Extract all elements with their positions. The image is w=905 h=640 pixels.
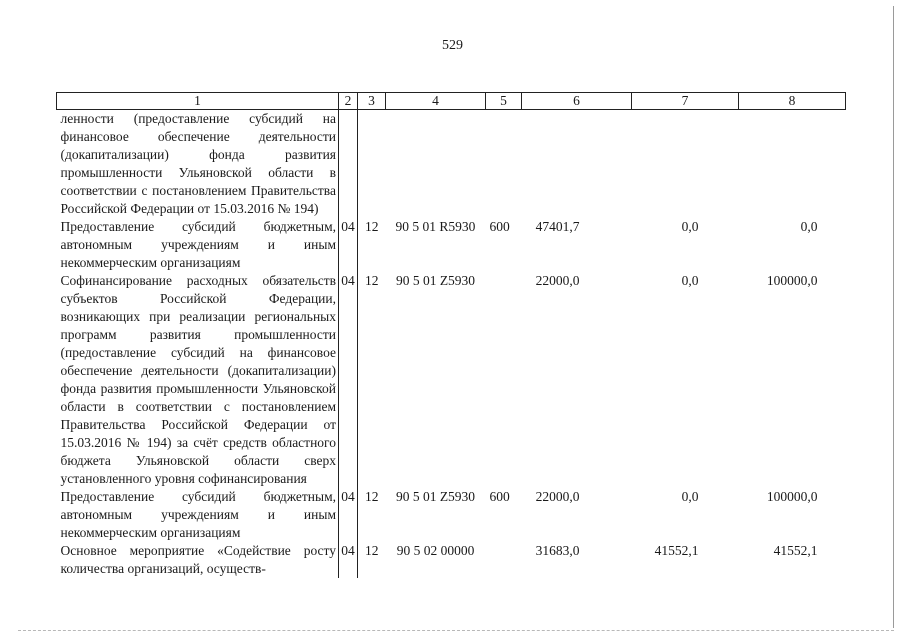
row-target-code: 90 5 01 R5930 xyxy=(395,219,476,234)
row-target-code: 90 5 01 Z5930 xyxy=(395,273,476,288)
header-col-7: 7 xyxy=(632,93,739,110)
row-name: Предоставление субсидий бюджетным, автономным учреждениям и иным некоммерческим организациям xyxy=(57,488,339,542)
row-amount-2 xyxy=(632,110,739,219)
row-subsection: 12 xyxy=(365,543,379,558)
header-col-8: 8 xyxy=(739,93,846,110)
row-amount-3 xyxy=(739,110,846,219)
page-number: 529 xyxy=(442,38,463,53)
row-section: 04 xyxy=(339,542,358,578)
row-amount-3: 100000,0 xyxy=(766,273,818,288)
row-amount-2: 0,0 xyxy=(681,219,699,234)
table-row xyxy=(57,272,846,488)
row-target-code: 90 5 01 Z5930 xyxy=(395,489,476,504)
row-subsection: 12 xyxy=(365,273,379,288)
table-row xyxy=(57,488,846,542)
row-amount-2: 0,0 xyxy=(681,489,699,504)
table-header-row xyxy=(57,93,846,110)
page-bottom-edge xyxy=(18,630,894,631)
row-expense-type: 600 xyxy=(489,219,510,234)
row-name: Предоставление субсидий бюджетным, автономным учреждениям и иным некоммерческим организациям xyxy=(57,218,339,272)
row-name: Софинансирование расходных обязательств субъектов Российской Федерации, возникающих при реализации региональных программ развития промышленности (предоставление субсидий на финансовое обеспечение деятельности (докапитализации) фонда развития промышленности Ульяновской области в соответствии с постановлением Правительства Российской Федерации от 15.03.2016 № 194) за счёт средств областного бюджета Ульяновской области сверх установленного уровня софинансирования xyxy=(57,272,339,488)
row-amount-1: 47401,7 xyxy=(535,219,580,234)
row-expense-type xyxy=(486,272,522,488)
row-amount-3: 41552,1 xyxy=(773,543,818,558)
row-amount-2: 41552,1 xyxy=(654,543,699,558)
row-section: 04 xyxy=(339,488,358,542)
row-section: 04 xyxy=(339,218,358,272)
row-section xyxy=(339,110,358,219)
header-col-5: 5 xyxy=(486,93,522,110)
budget-table xyxy=(56,92,846,578)
row-expense-type xyxy=(486,110,522,219)
row-expense-type xyxy=(486,542,522,578)
row-amount-3: 0,0 xyxy=(800,219,818,234)
row-amount-1: 31683,0 xyxy=(535,543,580,558)
row-amount-1: 22000,0 xyxy=(535,489,580,504)
row-subsection: 12 xyxy=(365,489,379,504)
row-subsection xyxy=(358,110,386,219)
row-subsection: 12 xyxy=(365,219,379,234)
row-amount-3: 100000,0 xyxy=(766,489,818,504)
row-name: ленности (предоставление субсидий на финансовое обеспечение деятельности (докапитализации) фонда развития промышленности Ульяновской области в соответствии с постановлением Правительства Российской Федерации от 15.03.2016 № 194) xyxy=(57,110,339,219)
row-name: Основное мероприятие «Содействие росту количества организаций, осуществ- xyxy=(57,542,339,578)
header-col-3: 3 xyxy=(358,93,386,110)
table-row xyxy=(57,542,846,578)
header-col-6: 6 xyxy=(522,93,632,110)
header-col-4: 4 xyxy=(386,93,486,110)
row-amount-1 xyxy=(522,110,632,219)
header-col-2: 2 xyxy=(339,93,358,110)
row-amount-1: 22000,0 xyxy=(535,273,580,288)
row-expense-type: 600 xyxy=(489,489,510,504)
row-amount-2: 0,0 xyxy=(681,273,699,288)
table-row xyxy=(57,110,846,219)
row-target-code: 90 5 02 00000 xyxy=(396,543,475,558)
header-col-1: 1 xyxy=(57,93,339,110)
table-row xyxy=(57,218,846,272)
row-target-code xyxy=(386,110,486,219)
row-section: 04 xyxy=(339,272,358,488)
